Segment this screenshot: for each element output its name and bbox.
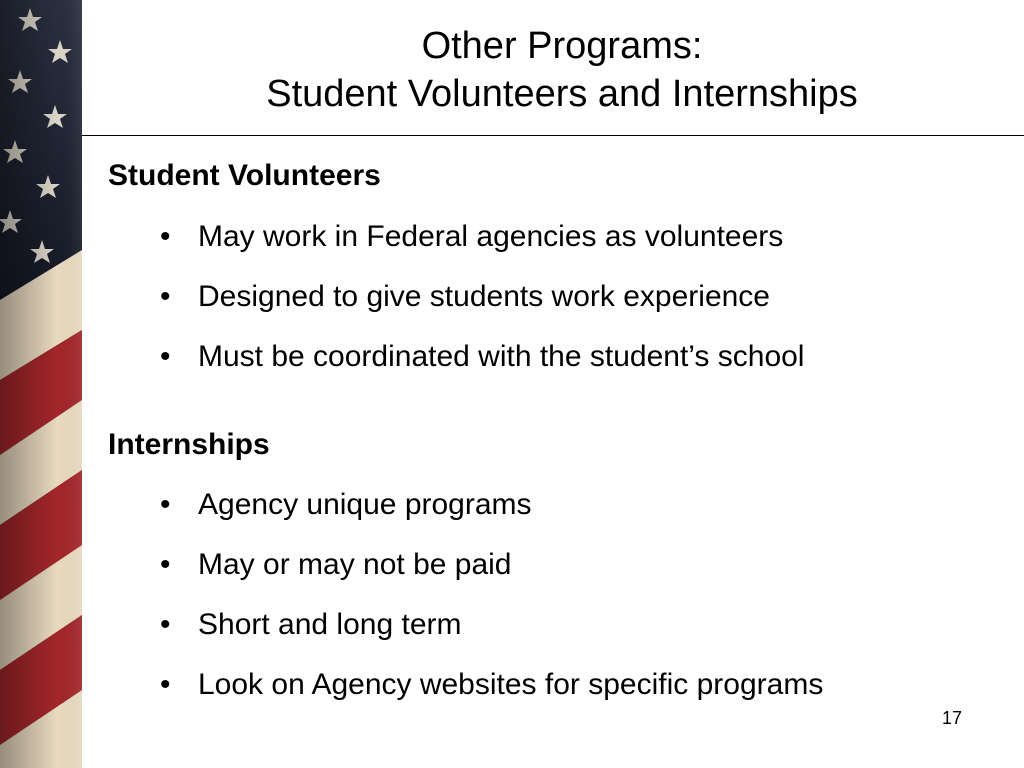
list-item [160, 547, 823, 607]
list-item-text: Designed to give students work experience [198, 280, 770, 313]
slide-title [120, 22, 1004, 118]
list-item [160, 487, 823, 547]
internships-list [160, 487, 823, 727]
american-flag-icon [0, 0, 82, 768]
bullet-icon: • [160, 340, 171, 373]
list-item-text: May or may not be paid [198, 548, 512, 581]
page-number: 17 [941, 708, 962, 728]
bullet-icon: • [160, 220, 171, 253]
list-item-text: Agency unique programs [198, 488, 532, 521]
list-item [160, 607, 823, 667]
list-item [160, 667, 823, 727]
title-divider [82, 135, 1024, 136]
bullet-icon: • [160, 668, 171, 701]
bullet-icon: • [160, 548, 171, 581]
list-item [160, 219, 804, 279]
bullet-icon: • [160, 280, 171, 313]
student-volunteers-list [160, 219, 804, 399]
bullet-icon: • [160, 488, 171, 521]
list-item-text: May work in Federal agencies as volunteers [198, 220, 784, 253]
bullet-icon: • [160, 608, 171, 641]
slide-title-line1: Other Programs: [421, 25, 703, 67]
list-item-text: Must be coordinated with the student’s school [198, 340, 805, 373]
list-item-text: Short and long term [198, 608, 462, 641]
slide-title-line2: Student Volunteers and Internships [266, 73, 858, 115]
list-item [160, 279, 804, 339]
section-heading-student-volunteers: Student Volunteers [108, 159, 381, 192]
list-item [160, 339, 804, 399]
section-heading-internships: Internships [108, 428, 270, 461]
list-item-text: Look on Agency websites for specific programs [198, 668, 824, 701]
